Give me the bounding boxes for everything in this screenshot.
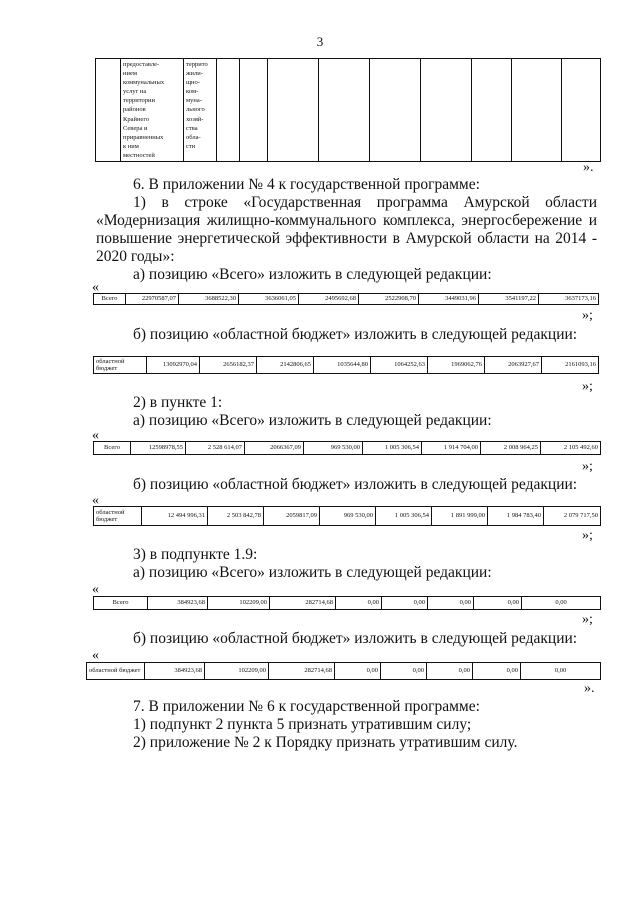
open-quote: «	[92, 428, 99, 443]
table-cell: 282714,68	[269, 663, 335, 680]
cell-line: щно-	[186, 79, 200, 87]
row-label: областной бюджет	[94, 357, 147, 374]
row-vsego-1	[93, 293, 599, 305]
cell-line: хозяй-	[186, 115, 204, 123]
table-cell: 2066367,09	[245, 442, 304, 455]
row-oblast-budget-2	[93, 506, 601, 526]
table-cell: 22970587,07	[126, 294, 179, 305]
table-cell: 0,00	[473, 663, 521, 680]
table-cell: 2 008 964,25	[481, 442, 541, 455]
table-cell: 2 079 717,50	[544, 507, 601, 526]
close-quote: »;	[582, 459, 593, 474]
table-cell: 0,00	[521, 663, 601, 680]
item-7-2: 2) приложение № 2 к Порядку признать утратившим силу.	[133, 734, 518, 751]
item-6-3-a: а) позицию «Всего» изложить в следующей редакции:	[133, 564, 492, 581]
table-cell: 0,00	[428, 597, 474, 610]
item-6-heading: 6. В приложении № 4 к государственной программе:	[133, 176, 480, 193]
row-label: областной бюджет	[87, 663, 145, 680]
cell-line: к ним	[123, 142, 139, 150]
item-6-1-line: 2020 годы»:	[96, 248, 175, 265]
table-cell	[96, 59, 121, 162]
table-cell: 12598978,55	[131, 442, 186, 455]
item-6-1-a: а) позицию «Всего» изложить в следующей редакции:	[133, 266, 492, 283]
cell-line: муна-	[186, 97, 202, 105]
row-vsego-3	[93, 596, 601, 610]
open-quote: «	[92, 280, 99, 295]
item-6-3: 3) в подпункте 1.9:	[133, 546, 258, 563]
table-cell: 0,00	[427, 663, 473, 680]
table-cell: 2142806,65	[257, 357, 314, 374]
table-cell	[217, 59, 240, 162]
cell-line: ства	[186, 124, 198, 132]
item-6-1-line: «Модернизация жилищно-коммунального комплекса, энергосбережение и	[96, 212, 597, 229]
cell-line: обла-	[186, 133, 201, 141]
table-cell: 1 005 306,54	[376, 507, 432, 526]
item-6-1-line: 1) в строке «Государственная программа Амурской области	[133, 194, 597, 211]
item-7-heading: 7. В приложении № 6 к государственной программе:	[133, 698, 480, 715]
cell-line: Севера и	[123, 124, 148, 132]
table-cell: 3449031,96	[419, 294, 479, 305]
table-cell: 2063927,67	[485, 357, 542, 374]
table-cell: 1 984 783,40	[488, 507, 544, 526]
open-quote: «	[92, 648, 99, 663]
table-cell: 12 494 996,31	[142, 507, 208, 526]
item-6-2-a: а) позицию «Всего» изложить в следующей редакции:	[133, 412, 492, 429]
cell-line: нием	[123, 70, 137, 78]
cell-line: районов	[123, 106, 146, 114]
close-quote: »;	[582, 379, 593, 394]
table-cell: 384923,68	[148, 597, 208, 610]
table-cell: 1 005 306,54	[363, 442, 422, 455]
table-cell	[370, 59, 421, 162]
table-cell: 1 891 999,00	[432, 507, 488, 526]
table-cell: 2 105 492,60	[541, 442, 601, 455]
table-cell-purpose	[121, 59, 184, 162]
open-quote: «	[92, 582, 99, 597]
table-cell: 2 503 842,78	[208, 507, 264, 526]
cell-line: местностей	[123, 151, 155, 159]
open-quote: «	[92, 493, 99, 508]
cell-line: ком-	[186, 88, 199, 96]
table-cell: 2522908,70	[359, 294, 419, 305]
item-6-3-b: б) позицию «областной бюджет» изложить в следующей редакции:	[133, 630, 578, 647]
table-cell: 282714,68	[270, 597, 336, 610]
table-cell: 102209,00	[208, 597, 270, 610]
table-cell: 3637173,16	[539, 294, 599, 305]
cell-line: льного	[186, 106, 205, 114]
table-cell: 3636061,05	[239, 294, 299, 305]
cell-line: жили-	[186, 70, 203, 78]
table-cell	[512, 59, 562, 162]
table-cell: 13092970,04	[147, 357, 200, 374]
close-quote: ».	[583, 160, 594, 175]
row-oblast-budget-1	[93, 356, 599, 374]
table-cell: 1 914 704,00	[422, 442, 481, 455]
cell-line: Крайнего	[123, 115, 150, 123]
table-cell: 0,00	[382, 597, 428, 610]
page-number: 3	[316, 34, 324, 49]
row-label: Всего	[94, 442, 131, 455]
close-quote: ».	[584, 681, 595, 696]
table-cell: 1064252,63	[371, 357, 428, 374]
cell-line: предоставле-	[123, 61, 160, 68]
table-cell: 102209,00	[205, 663, 269, 680]
top-table-fragment	[95, 58, 601, 162]
table-cell	[421, 59, 472, 162]
row-label: областной бюджет	[94, 507, 142, 526]
cell-line: террито	[186, 61, 208, 68]
table-cell: 969 530,00	[304, 442, 363, 455]
table-cell	[562, 59, 601, 162]
close-quote: »;	[582, 308, 593, 323]
table-cell: 0,00	[381, 663, 427, 680]
table-cell	[319, 59, 370, 162]
table-cell: 1969062,76	[428, 357, 485, 374]
table-cell: 2495692,68	[299, 294, 359, 305]
table-cell: 2059817,09	[264, 507, 320, 526]
cell-line: услуг на	[123, 88, 147, 96]
table-cell-sector	[184, 59, 217, 162]
close-quote: »;	[582, 612, 593, 627]
table-cell: 1035644,80	[314, 357, 371, 374]
table-cell: 2161093,16	[542, 357, 599, 374]
table-cell: 2656182,37	[200, 357, 257, 374]
cell-line: сти	[186, 142, 196, 150]
table-cell: 0,00	[522, 597, 601, 610]
table-cell: 2 528 614,07	[186, 442, 245, 455]
table-cell: 0,00	[474, 597, 522, 610]
item-6-2: 2) в пункте 1:	[133, 394, 223, 411]
table-cell: 384923,68	[145, 663, 205, 680]
table-cell	[268, 59, 319, 162]
row-label: Всего	[94, 597, 148, 610]
table-cell: 969 530,00	[320, 507, 376, 526]
row-oblast-budget-3	[86, 662, 601, 680]
table-cell: 3541197,22	[479, 294, 539, 305]
item-6-1-line: повышение энергетической эффективности в Амурской области на 2014 -	[96, 230, 597, 247]
row-label: Всего	[94, 294, 126, 305]
item-6-1-b: б) позицию «областной бюджет» изложить в следующей редакции:	[133, 326, 578, 343]
cell-line: приравненных	[123, 133, 164, 141]
table-cell: 3688522,30	[179, 294, 239, 305]
table-cell: 0,00	[335, 663, 381, 680]
cell-line: территории	[123, 97, 155, 105]
close-quote: »;	[582, 528, 593, 543]
item-7-1: 1) подпункт 2 пункта 5 признать утратившим силу;	[133, 716, 472, 733]
table-cell	[472, 59, 512, 162]
table-cell	[240, 59, 268, 162]
cell-line: коммунальных	[123, 79, 165, 87]
item-6-2-b: б) позицию «областной бюджет» изложить в следующей редакции:	[133, 476, 578, 493]
row-vsego-2	[93, 441, 601, 455]
table-cell: 0,00	[336, 597, 382, 610]
